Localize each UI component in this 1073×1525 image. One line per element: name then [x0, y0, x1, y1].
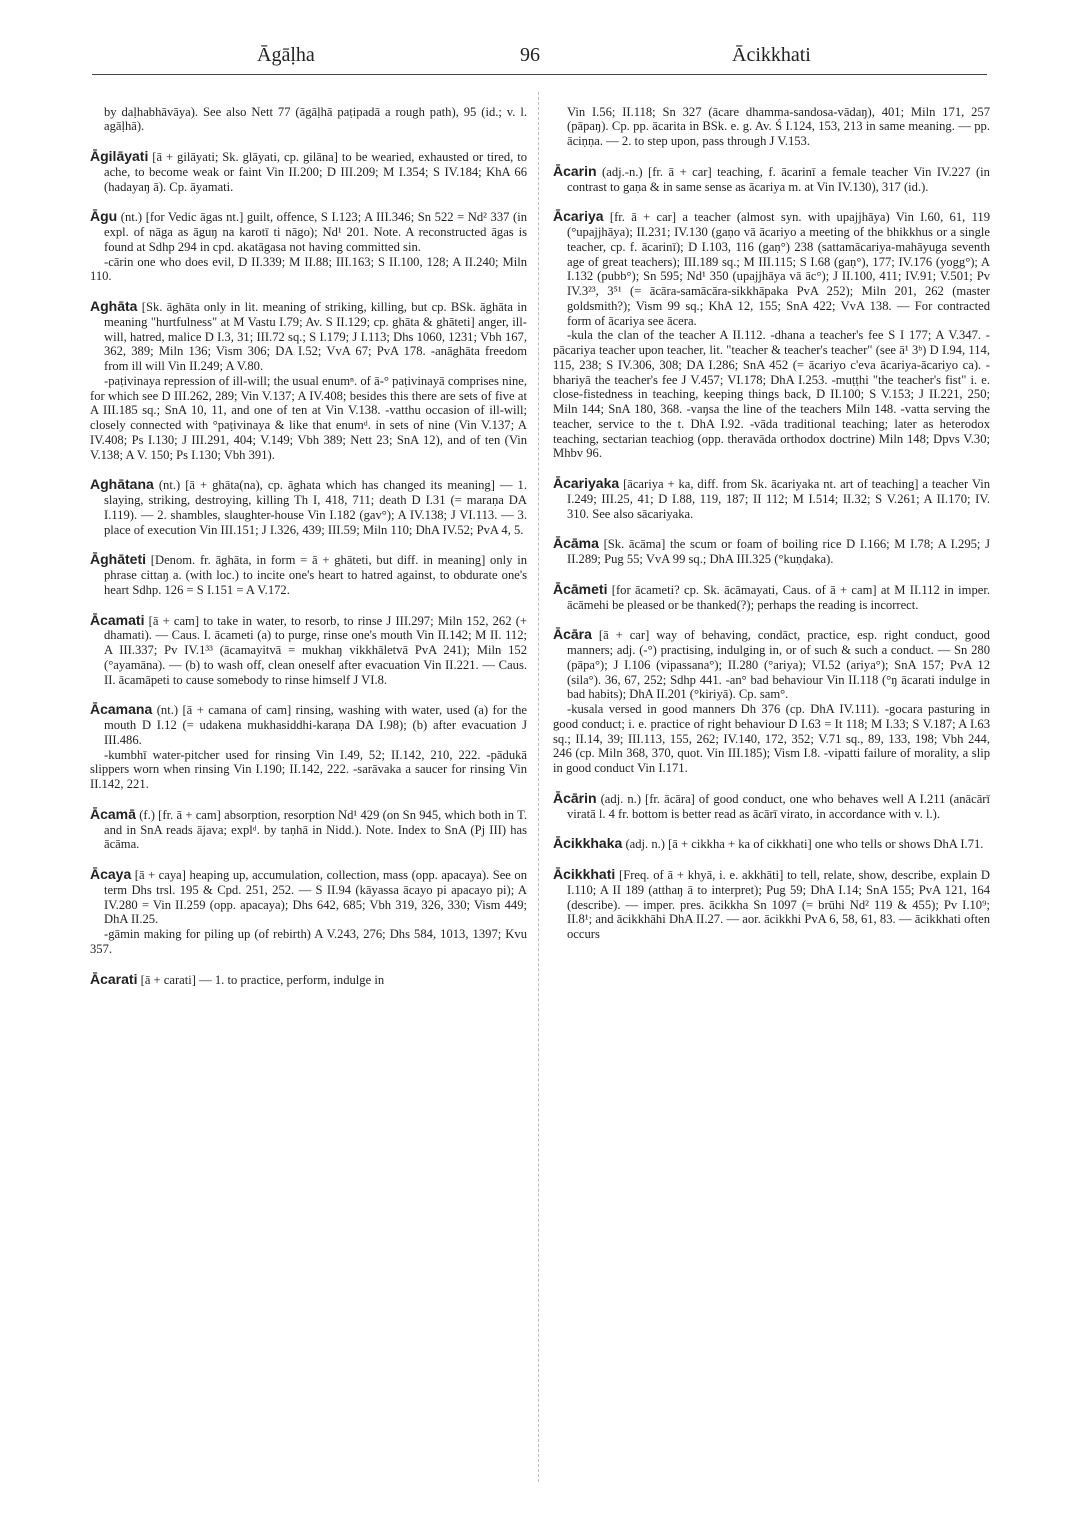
- entry-text: [104, 105, 527, 135]
- entry-compounds: [90, 927, 527, 957]
- dictionary-entry: [553, 627, 990, 776]
- dictionary-entry: [553, 582, 990, 613]
- entry-body: (nt.) [ā + camana of cam] rinsing, washing with water, used (a) for the mouth D I.12 (= udakena mukhasiddhi-karaṇa DA I.98); (b) after evacuation J III.486.: [104, 703, 528, 747]
- entry-text: [90, 149, 527, 194]
- entry-text: [90, 807, 527, 852]
- entry-compounds: [90, 255, 527, 285]
- dictionary-entry: [553, 836, 990, 852]
- dictionary-entry: [553, 536, 990, 567]
- entry-headword: Ācarati: [90, 970, 138, 987]
- dictionary-entry: [553, 867, 990, 942]
- entry-headword: Ācarin: [553, 162, 597, 179]
- entry-headword: Ācamana: [90, 701, 153, 718]
- entry-body: -kusala versed in good manners Dh 376 (cp. DhA IV.111). -gocara pasturing in good conduct; i. e. practice of right behaviour D I.63 = It 118; M I.33; S V.187; A I.63 sq.; II.14, 39; III.113, 155, 262; IV.140, 172, 352; V.71 sq., 89, 133, 198; Vbh 244, 246 (cp. Miln 368, 370, quot. Vin III.185); Vism I.8. -vipatti failure of morality, a slip in good conduct Vin I.171.: [553, 702, 990, 776]
- entry-headword: Ācamā: [90, 805, 136, 822]
- header-rule: [92, 74, 987, 75]
- left-column: [90, 92, 527, 1002]
- dictionary-entry: [553, 791, 990, 822]
- entry-body: [ā + cam] to take in water, to resorb, to rinse J III.297; Miln 152, 262 (+ dhamati). — Caus. I. ācameti (a) to purge, rinse one's mouth Vin II.142; M II. 112; A III.337; Pv IV.1³³ (ācamayitvā = mukhaŋ vikkhāletvā PvA 241); Miln 152 (°ayamāna). — (b) to wash off, clean oneself after evacuation Vin II.221. — Caus. II. ācamāpeti to cause somebody to rinse himself J VI.8.: [104, 613, 527, 687]
- entry-headword: Ācikkhati: [553, 866, 616, 883]
- entry-body: [Sk. ācāma] the scum or foam of boiling rice D I.166; M I.78; A I.295; J II.289; Pug 55; VvA 99 sq.; DhA III.325 (°kuṇḍaka).: [567, 537, 990, 567]
- dictionary-entry: [90, 209, 527, 284]
- page-header: [92, 38, 987, 72]
- dictionary-entry: [90, 867, 527, 957]
- entry-text: [90, 613, 527, 688]
- entry-body: [ā + carati] — 1. to practice, perform, indulge in: [140, 972, 385, 987]
- entry-headword: Āgilāyati: [90, 148, 149, 165]
- entry-text: [90, 972, 527, 988]
- entry-text: [553, 791, 990, 822]
- dictionary-entry: [90, 807, 527, 852]
- entry-body: [for ācameti? cp. Sk. ācāmayati, Caus. of ā + cam] at M II.112 in imper. ācāmehi be pleased or be thanked(?); perhaps the reading is incorrect.: [567, 582, 990, 612]
- entry-text: [553, 476, 990, 521]
- entry-text: [90, 477, 527, 537]
- dictionary-entry: [553, 476, 990, 521]
- entry-body: (adj.-n.) [fr. ā + car] teaching, f. ācarinī a female teacher Vin IV.227 (in contrast to gaṇa & in same sense as ācariya m. at Vin IV.130), 317 (id.).: [567, 164, 990, 194]
- entry-body: [Freq. of ā + khyā, i. e. akkhāti] to tell, relate, show, describe, explain D I.110; A II 189 (atthaŋ ā to interpret); Pug 59; DhA I.14; SnA 155; PvA 121, 164 (describe). — imper. pres. ācikkha Sn 1097 (= brūhi Nd² 119 & 455); Pv I.10⁹; II.8¹; and ācikkhāhi DhA II.27. — aor. ācikkhi PvA 6, 58, 61, 83. — ācikkhati often occurs: [567, 868, 990, 942]
- dictionary-entry: [553, 164, 990, 195]
- entry-body: -cārin one who does evil, D II.339; M II.88; III.163; S II.100, 128; A II.240; Miln 110.: [90, 254, 527, 284]
- entry-text: [567, 105, 990, 149]
- right-column: [553, 92, 990, 957]
- entry-body: [ā + caya] heaping up, accumulation, collection, mass (opp. apacaya). See on term Dhs trsl. 195 & Cpd. 251, 252. — S II.94 (kāyassa ācayo pi apacayo pi); A IV.280 = Vin II.259 (opp. apacaya); Dhs 642, 685; Vbh 319, 326, 330; Vism 449; DhA II.25.: [104, 868, 527, 927]
- entry-text: [553, 209, 990, 328]
- entry-body: (nt.) [for Vedic āgas nt.] guilt, offence, S I.123; A III.346; Sn 522 = Nd² 337 (in expl. of nāga as āguŋ na karotī ti nāgo); Nd¹ 201. Note. A reconstructed āgas is found at Sdhp 294 in cpd. akatāgasa not having committed sin.: [104, 210, 527, 254]
- entry-text: [553, 536, 990, 567]
- entry-text: [90, 209, 527, 254]
- dictionary-entry: [90, 299, 527, 462]
- entry-body: (adj. n.) [fr. ācāra] of good conduct, one who behaves well A I.211 (anācārī viratā l. 4 fr. bottom is better read as ācārī virato, in accordance with v. l.).: [567, 791, 990, 821]
- dictionary-entry: [90, 613, 527, 688]
- left-running-head: Āgāḷha: [257, 44, 315, 66]
- entry-text: [553, 164, 990, 195]
- entry-body: [ācariya + ka, diff. from Sk. ācariyaka nt. art of teaching] a teacher Vin I.249; III.25, 41; D I.88, 119, 187; II 112; M I.514; II.32; S V.261; A II.170; IV. 310. See also sācariyaka.: [567, 477, 990, 521]
- entry-headword: Ācikkhaka: [553, 835, 623, 852]
- entry-body: [fr. ā + car] a teacher (almost syn. with upajjhāya) Vin I.60, 61, 119 (°upajjhāya); II.231; IV.130 (gaṇo vā ācariyo a meeting of the bhikkhus or a single teacher, cp. f. ācarinī); D I.103, 116 (gaṇ°) 238 (sattamācariya-mahāyuga seventh age of great teachers); III.189 sq.; M III.115; S I.68 (gaṇ°), 177; IV.176 (yogg°); A I.132 (pubb°); Sn 595; Nd¹ 350 (upajjhāya vā āc°); J II.100, 411; IV.91; V.501; Pv IV.3²³, 3⁵¹ (= ācāra-samācāra-sikkhāpaka PvA 252); Miln 201, 262 (master goldsmith?); Vism 99 sq.; KhA 12, 155; SnA 422; VvA 138. — For contracted form of ācariya see ācera.: [567, 210, 990, 328]
- entry-text: [90, 552, 527, 597]
- entry-headword: Ācamati: [90, 611, 145, 628]
- entry-headword: Āgu: [90, 208, 118, 225]
- column-divider: [538, 92, 539, 1482]
- entry-body: by daḷhabhāvāya). See also Nett 77 (āgāḷhā paṭipadā a rough path), 95 (id.; v. l. agāḷhā).: [104, 104, 527, 134]
- page-number: 96: [520, 44, 540, 66]
- entry-body: [Sk. āghāta only in lit. meaning of striking, killing, but cp. BSk. āghāta in meaning "hurtfulness" at M Vastu I.79; Av. S II.129; cp. ghāta & ghāteti] anger, ill-will, hatred, malice D I.3, 31; III.72 sq.; S I.179; J I.113; Dhs 1060, 1231; Vbh 167, 362, 389; Miln 136; Vism 306; DA I.52; VvA 67; PvA 178. -anāghāta freedom from ill will Vin II.249; A V.80.: [104, 300, 527, 374]
- entry-headword: Aghātana: [90, 476, 154, 493]
- entry-headword: Ācariya: [553, 208, 604, 225]
- dictionary-entry: [90, 552, 527, 597]
- entry-continuation: [553, 105, 990, 149]
- entry-headword: Ācāmeti: [553, 580, 608, 597]
- dictionary-entry: [553, 209, 990, 461]
- entry-text: [90, 299, 527, 374]
- entry-text: [553, 836, 990, 852]
- entry-text: [553, 582, 990, 613]
- entry-headword: Ācārin: [553, 789, 597, 806]
- entry-compounds: [90, 748, 527, 792]
- right-running-head: Ācikkhati: [732, 44, 811, 66]
- entry-body: -kula the clan of the teacher A II.112. -dhana a teacher's fee S I 177; A V.347. -pācariya teacher upon teacher, lit. "teacher & teacher's teacher" (see ā¹ 3ᵇ) D I.94, 114, 115, 238; S IV.306, 308; DA I.286; SnA 452 (= ācariyo c'eva ācariya-ācariyo ca). -bhariyā the teacher's fee J V.457; VI.178; DhA I.253. -muṭṭhi "the teacher's fist" i. e. close-fistedness in teaching, keeping things back, D II.100; S V.153; J II.221, 250; Miln 144; SnA 180, 368. -vaŋsa the line of the teachers Miln 148. -vatta serving the teacher, service to the t. DhA I.92. -vāda traditional teaching; later as heterodox teaching, sectarian teachiog (opp. theravāda orthodox doctrine) Miln 148; Dpvs V.30; Mhbv 96.: [553, 328, 990, 461]
- entry-headword: Ācāma: [553, 535, 599, 552]
- entry-compounds: [553, 328, 990, 461]
- entry-body: (f.) [fr. ā + cam] absorption, resorption Nd¹ 429 (on Sn 945, which both in T. and in SnA reads ājava; explᵈ. by taṇhā in Nidd.). Note. Index to SnA (Pj III) has ācāma.: [104, 807, 527, 852]
- entry-text: [553, 867, 990, 942]
- dictionary-entry: [90, 477, 527, 537]
- entry-compounds: [90, 374, 527, 463]
- entry-body: (nt.) [ā + ghāta(na), cp. āghata which has changed its meaning] — 1. slaying, striking, destroying, killing Th I, 418, 711; death D I.31 (= maraṇa DA I.119). — 2. shambles, slaughter-house Vin I.182 (gav°); A IV.138; J VI.113. — 3. place of execution Vin III.151; J I.326, 439; III.59; Miln 110; DhA IV.52; PvA 4, 5.: [104, 478, 527, 537]
- entry-headword: Ācariyaka: [553, 475, 620, 492]
- entry-body: -paṭivinaya repression of ill-will; the usual enumⁿ. of ā-° paṭivinayā comprises nine, for which see D III.262, 289; Vin V.137; A IV.408; besides this there are sets of five at A III.185 sq.; SnA 10, 11, and one of ten at Vin V.138. -vatthu occasion of ill-will; closely connected with °paṭivinaya & like that enumᵈ. in sets of nine (Vin V.137; A IV.408; Ps I.130; J III.291, 404; V.149; Vbh 389; Nett 23; SnA 12), and of ten (Vin V.138; A V. 150; Ps I.130; Vbh 391).: [90, 373, 527, 462]
- entry-headword: Aghāta: [90, 298, 138, 315]
- dictionary-entry: [90, 972, 527, 988]
- entry-body: [ā + car] way of behaving, condāct, practice, esp. right conduct, good manners; adj. (-°) practising, indulging in, or of such & such a conduct. — Sn 280 (pāpa°); J I.106 (vipassana°); II.280 (°ariya); VI.52 (ariya°); SnA 157; PvA 12 (sila°). 36, 67, 252; Sdhp 441. -an° bad behaviour Vin II.118 (°ŋ ācarati indulge in bad habits); DhA II.201 (°kiriyā). Cp. sam°.: [567, 628, 990, 702]
- entry-headword: Ācaya: [90, 866, 132, 883]
- entry-headword: Āghāteti: [90, 551, 146, 568]
- entry-body: Vin I.56; II.118; Sn 327 (ācare dhamma-sandosa-vādaŋ), 401; Miln 171, 257 (pāpaŋ). Cp. pp. ācarita in BSk. e. g. Av. Ś I.124, 153, 213 in same meaning. — pp. āciṇṇa. — 2. to step upon, pass through J V.153.: [567, 104, 990, 149]
- entry-text: [90, 867, 527, 927]
- entry-body: [ā + gilāyati; Sk. glāyati, cp. gilāna] to be wearied, exhausted or tired, to ache, to become weak or faint Vin II.200; D III.209; M I.354; S IV.184; KhA 66 (hadayaŋ ā). Cp. āyamati.: [104, 150, 527, 194]
- entry-text: [90, 702, 527, 747]
- dictionary-entry: [90, 702, 527, 792]
- entry-body: (adj. n.) [ā + cikkha + ka of cikkhati] one who tells or shows DhA I.71.: [625, 837, 984, 852]
- dictionary-entry: [90, 149, 527, 194]
- entry-compounds: [553, 702, 990, 776]
- entry-text: [553, 627, 990, 702]
- entry-continuation: [90, 105, 527, 135]
- entry-body: -gāmin making for piling up (of rebirth) A V.243, 276; Dhs 584, 1013, 1397; Kvu 357.: [90, 927, 527, 956]
- entry-body: -kumbhī water-pitcher used for rinsing Vin I.49, 52; II.142, 210, 222. -pādukā slippers worn when rinsing Vin I.190; II.142, 222. -sarāvaka a saucer for rinsing Vin II.142, 221.: [90, 747, 527, 792]
- entry-headword: Ācāra: [553, 626, 592, 643]
- entry-body: [Denom. fr. āghāta, in form = ā + ghāteti, but diff. in meaning] only in phrase cittaŋ a. (with loc.) to incite one's heart to hatred against, to obdurate one's heart Sdhp. 126 = S I.151 = A V.172.: [104, 553, 528, 597]
